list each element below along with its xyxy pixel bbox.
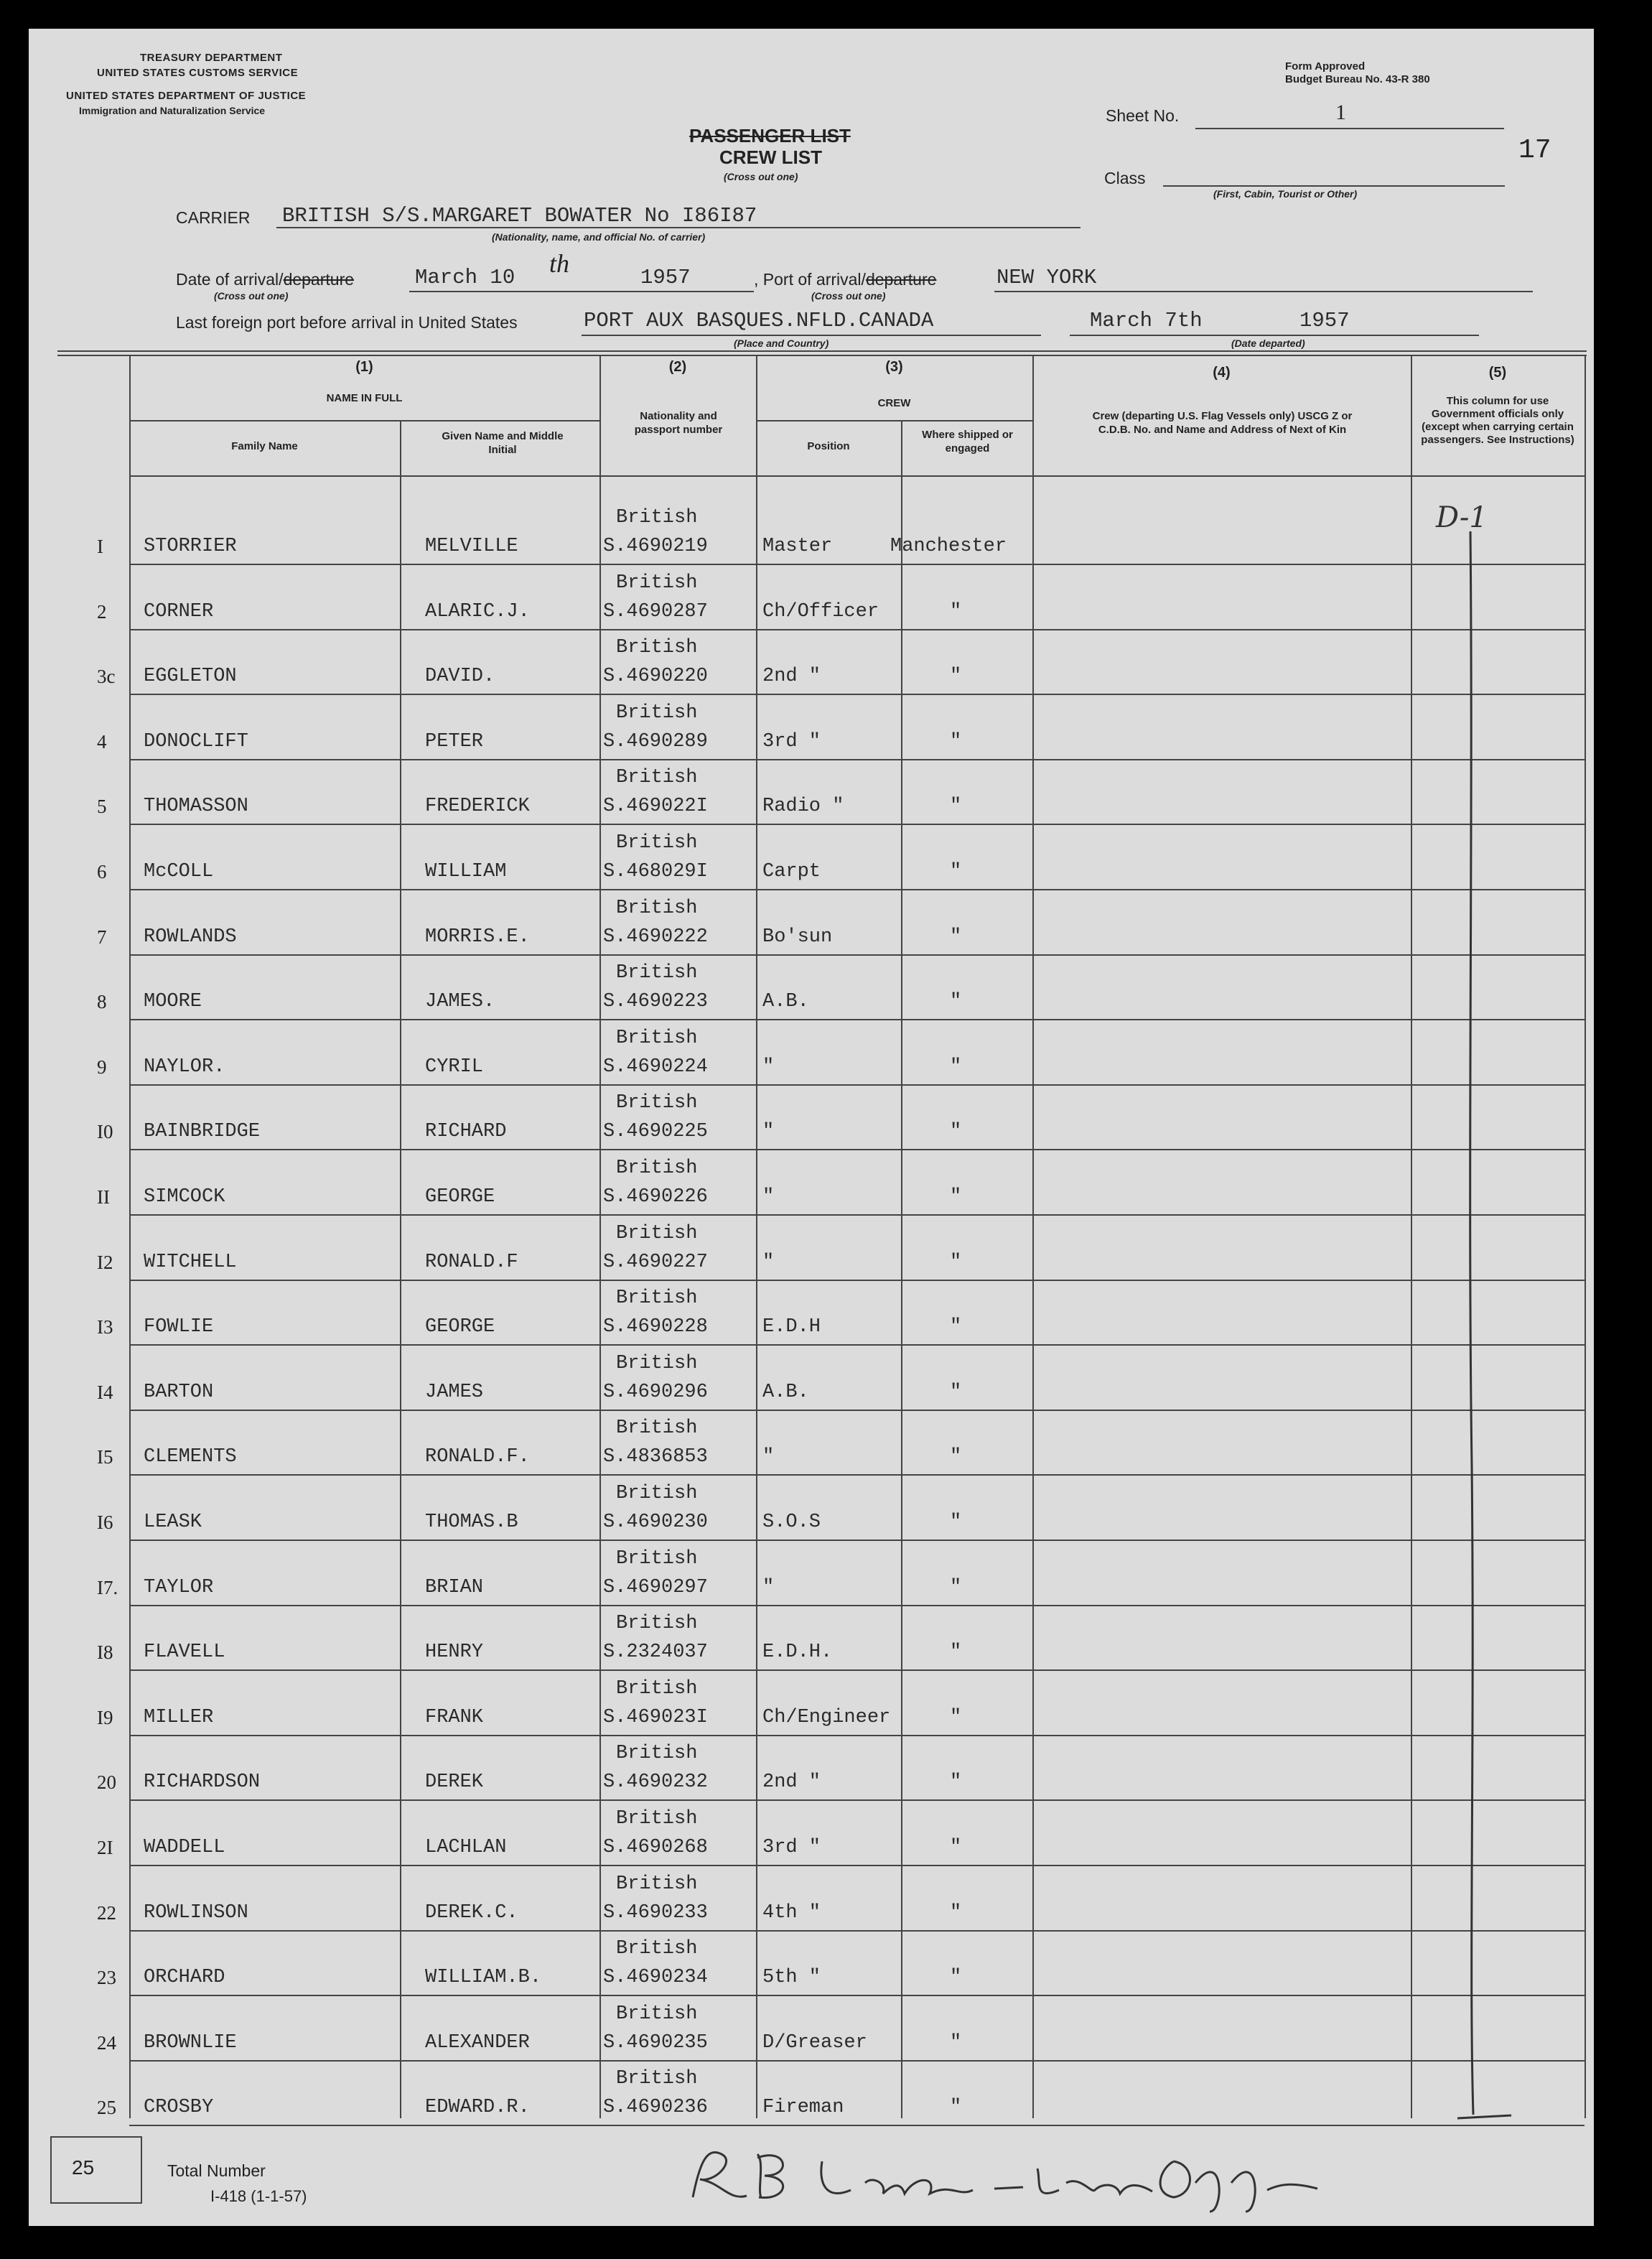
crew-position: " [762, 1186, 775, 1208]
total-number-value: 25 [72, 2156, 95, 2179]
shipped-at: " [950, 1901, 962, 1924]
passenger-list-title: PASSENGER LIST [689, 125, 851, 146]
family-name: WADDELL [144, 1837, 225, 1858]
row-divider [129, 1280, 1585, 1281]
shipped-at: " [950, 1186, 962, 1208]
row-number: 5 [97, 796, 107, 818]
crew-position: 2nd " [762, 666, 821, 688]
nationality: British [616, 1938, 698, 1960]
family-name: FLAVELL [144, 1641, 225, 1664]
given-name: DEREK [425, 1771, 484, 1794]
nationality: British [616, 1677, 698, 1700]
family-name: TAYLOR [144, 1576, 214, 1598]
row-divider [129, 1084, 1585, 1086]
family-name: RICHARDSON [144, 1771, 261, 1794]
row-number: I2 [97, 1251, 113, 1273]
form-number: I-418 (1-1-57) [210, 2187, 307, 2205]
shipped-at: " [950, 2097, 962, 2119]
date-arrival-label: Date of arrival/ [176, 270, 284, 289]
passport-number: S.4836853 [603, 1446, 708, 1468]
col3-number: (3) [885, 359, 903, 375]
family-name: McCOLL [144, 861, 214, 882]
given-name: THOMAS.B [425, 1512, 518, 1533]
crew-position: 4th " [762, 1901, 821, 1924]
signature [678, 2133, 1325, 2219]
given-name: CYRIL [425, 1056, 484, 1078]
row-number: I0 [97, 1121, 113, 1143]
row-divider [129, 1865, 1585, 1866]
crew-position: A.B. [762, 991, 809, 1013]
arrival-year: 1957 [640, 266, 691, 289]
form-approved-line-1: Form Approved [1285, 60, 1366, 73]
passport-number: S.4690296 [603, 1381, 708, 1403]
family-name: MOORE [144, 991, 202, 1013]
port-arrival-label: , Port of arrival/ [754, 270, 866, 289]
given-name: GEORGE [425, 1186, 495, 1208]
family-name: LEASK [144, 1512, 202, 1533]
shipped-at: Manchester [890, 536, 1007, 557]
row-divider [129, 1799, 1585, 1801]
given-name: FREDERICK [425, 796, 530, 818]
row-divider [129, 1930, 1585, 1932]
family-name: SIMCOCK [144, 1186, 225, 1208]
crew-position: " [762, 1576, 775, 1598]
row-divider [129, 824, 1585, 825]
passport-number: S.4690224 [603, 1056, 708, 1078]
nationality: British [616, 1092, 698, 1114]
nationality: British [616, 1287, 698, 1310]
shipped-at: " [950, 1771, 962, 1794]
crew-position: Radio " [762, 796, 844, 818]
row-number: I3 [97, 1316, 113, 1338]
passport-number: S.4690219 [603, 536, 708, 557]
given-name: DEREK.C. [425, 1901, 518, 1924]
port-departure-struck: departure [865, 270, 937, 289]
passport-number: S.4690236 [603, 2097, 708, 2119]
next-of-kin-header: Crew (departing U.S. Flag Vessels only) USCG Z or C.D.B. No. and Name and Address of Next of Kin [1092, 410, 1353, 436]
nationality: British [616, 702, 698, 724]
given-name: BRIAN [425, 1576, 484, 1598]
given-name: WILLIAM [425, 861, 507, 882]
nationality: British [616, 1352, 698, 1374]
given-name: HENRY [425, 1641, 484, 1664]
given-name: WILLIAM.B. [425, 1967, 542, 1989]
row-number: 23 [97, 1967, 116, 1989]
class-label: Class [1104, 169, 1146, 187]
crew-position: " [762, 1121, 775, 1143]
given-name: GEORGE [425, 1316, 495, 1338]
crew-position: A.B. [762, 1381, 809, 1403]
given-name: RICHARD [425, 1121, 507, 1143]
carrier-hint: (Nationality, name, and official No. of carrier) [492, 231, 706, 243]
row-divider [129, 1019, 1585, 1020]
sheet-value: 1 [1335, 101, 1346, 124]
shipped-at: " [950, 1576, 962, 1598]
nationality-header: Nationality and passport number [634, 410, 723, 436]
nationality: British [616, 1547, 698, 1570]
shipped-at: " [950, 796, 962, 818]
row-divider [129, 1344, 1585, 1346]
family-name: ORCHARD [144, 1967, 225, 1989]
passport-number: S.4690225 [603, 1121, 708, 1143]
crew-position: " [762, 1056, 775, 1078]
crew-list-title: CREW LIST [719, 146, 822, 168]
crew-position: " [762, 1251, 775, 1273]
passport-number: S.4690234 [603, 1967, 708, 1989]
carrier-value: BRITISH S/S.MARGARET BOWATER No I86I87 [282, 204, 757, 228]
row-divider [129, 1605, 1585, 1606]
nationality: British [616, 962, 698, 984]
passport-number: S.2324037 [603, 1641, 708, 1664]
family-name: ROWLINSON [144, 1901, 248, 1924]
shipped-at: " [950, 1706, 962, 1728]
row-divider [129, 954, 1585, 956]
given-name: PETER [425, 730, 484, 753]
crew-position: 2nd " [762, 1771, 821, 1794]
row-number: 2 [97, 600, 107, 623]
title-hint: (Cross out one) [724, 171, 798, 182]
passport-number: S.4690230 [603, 1512, 708, 1533]
row-number: 20 [97, 1771, 116, 1794]
nationality: British [616, 1158, 698, 1179]
family-name: THOMASSON [144, 796, 248, 818]
nationality: British [616, 1808, 698, 1830]
row-number: 22 [97, 1901, 116, 1924]
family-name: BARTON [144, 1381, 214, 1403]
family-name: BAINBRIDGE [144, 1121, 261, 1143]
nationality: British [616, 572, 698, 594]
last-port-date: March 7th [1090, 309, 1203, 332]
passport-number: S.469023I [603, 1706, 708, 1728]
passport-number: S.4690268 [603, 1837, 708, 1858]
class-hint: (First, Cabin, Tourist or Other) [1213, 188, 1358, 200]
family-name: EGGLETON [144, 666, 237, 688]
row-divider [129, 1214, 1585, 1216]
shipped-at: " [950, 1837, 962, 1858]
col1-title: NAME IN FULL [326, 392, 403, 404]
family-name: DONOCLIFT [144, 730, 248, 753]
agency-line-4: Immigration and Naturalization Service [79, 105, 266, 116]
sheet-label: Sheet No. [1106, 106, 1180, 125]
agency-line-1: TREASURY DEPARTMENT [140, 52, 283, 64]
crew-position: Bo'sun [762, 926, 833, 948]
nationality: British [616, 1417, 698, 1440]
row-divider [129, 1995, 1585, 1996]
nationality: British [616, 832, 698, 854]
shipped-at: " [950, 1316, 962, 1338]
crew-position: Carpt [762, 861, 821, 882]
shipped-at: " [950, 1641, 962, 1664]
nationality: British [616, 1027, 698, 1049]
row-divider [129, 694, 1585, 695]
officials-header: This column for use Government officials only (except when carrying certain passengers. See Instructions) [1421, 395, 1574, 446]
crew-position: E.D.H. [762, 1641, 833, 1664]
row-number: I7. [97, 1576, 118, 1598]
family-name: ROWLANDS [144, 926, 237, 948]
nationality: British [616, 2068, 698, 2090]
nationality: British [616, 2003, 698, 2025]
crew-position: " [762, 1446, 775, 1468]
crew-position: 3rd " [762, 730, 821, 753]
row-divider [129, 1410, 1585, 1411]
row-divider [129, 1149, 1585, 1150]
row-divider [129, 629, 1585, 630]
shipped-at: " [950, 926, 962, 948]
given-name: EDWARD.R. [425, 2097, 530, 2119]
agency-line-3: UNITED STATES DEPARTMENT OF JUSTICE [66, 90, 307, 102]
form-approved-line-2: Budget Bureau No. 43-R 380 [1285, 73, 1430, 85]
shipped-at: " [950, 666, 962, 688]
annotation-vertical-line [1457, 531, 1515, 2147]
crew-position: Ch/Engineer [762, 1706, 891, 1728]
shipped-at: " [950, 730, 962, 753]
row-divider [129, 1474, 1585, 1476]
shipped-at: " [950, 991, 962, 1013]
shipped-at: " [950, 1121, 962, 1143]
crew-header: CREW [877, 397, 911, 409]
crew-position: 3rd " [762, 1837, 821, 1858]
passport-number: S.4690287 [603, 600, 708, 623]
row-number: I9 [97, 1706, 113, 1728]
row-number: I4 [97, 1381, 113, 1403]
row-divider [129, 889, 1585, 890]
row-number: 24 [97, 2031, 116, 2054]
family-name: WITCHELL [144, 1251, 237, 1273]
family-name: CROSBY [144, 2097, 214, 2119]
shipped-at: " [950, 861, 962, 882]
family-name: STORRIER [144, 536, 237, 557]
row-number: 4 [97, 730, 107, 753]
passport-number: S.4690227 [603, 1251, 708, 1273]
row-number: I [97, 536, 103, 557]
row-divider [129, 1540, 1585, 1541]
given-name: MORRIS.E. [425, 926, 530, 948]
family-name: CORNER [144, 600, 214, 623]
last-port-place-hint: (Place and Country) [734, 337, 829, 349]
shipped-at: " [950, 1512, 962, 1533]
row-divider [129, 1669, 1585, 1671]
total-number-label: Total Number [167, 2161, 266, 2180]
given-name: DAVID. [425, 666, 495, 688]
given-name: RONALD.F [425, 1251, 518, 1273]
crew-list-form [29, 29, 1594, 2226]
passport-number: S.4690233 [603, 1901, 708, 1924]
row-number: I5 [97, 1446, 113, 1468]
date-cross-hint: (Cross out one) [214, 290, 289, 302]
shipped-at: " [950, 2031, 962, 2054]
nationality: British [616, 637, 698, 659]
shipped-at: " [950, 600, 962, 623]
row-number: 9 [97, 1056, 107, 1078]
total-number-box [50, 2136, 142, 2204]
shipped-at: " [950, 1967, 962, 1989]
crew-position: E.D.H [762, 1316, 821, 1338]
shipped-at: " [950, 1381, 962, 1403]
crew-position: D/Greaser [762, 2031, 867, 2054]
page-number: 17 [1518, 135, 1551, 166]
family-name: CLEMENTS [144, 1446, 237, 1468]
row-number: II [97, 1186, 110, 1208]
family-name-header: Family Name [231, 440, 298, 452]
passport-number: S.4690223 [603, 991, 708, 1013]
given-name: JAMES [425, 1381, 484, 1403]
given-name-header: Given Name and Middle Initial [442, 430, 564, 456]
carrier-label: CARRIER [176, 208, 251, 227]
family-name: NAYLOR. [144, 1056, 225, 1078]
nationality: British [616, 1613, 698, 1635]
row-number: 6 [97, 861, 107, 882]
passport-number: S.4690232 [603, 1771, 708, 1794]
last-port-value: PORT AUX BASQUES.NFLD.CANADA [584, 309, 934, 332]
row-number: I8 [97, 1641, 113, 1664]
crew-position: Master [762, 536, 833, 557]
row-divider [129, 2060, 1585, 2062]
shipped-at: " [950, 1251, 962, 1273]
date-departure-struck: departure [283, 270, 355, 289]
col5-number: (5) [1488, 365, 1507, 381]
nationality: British [616, 1222, 698, 1244]
given-name: LACHLAN [425, 1837, 507, 1858]
crew-position: 5th " [762, 1967, 821, 1989]
position-header: Position [807, 440, 850, 452]
port-value: NEW YORK [997, 266, 1097, 289]
passport-number: S.4690235 [603, 2031, 708, 2054]
nationality: British [616, 767, 698, 789]
row-number: 8 [97, 991, 107, 1013]
nationality: British [616, 1743, 698, 1765]
given-name: MELVILLE [425, 536, 518, 557]
passport-number: S.4690289 [603, 730, 708, 753]
nationality: British [616, 507, 698, 528]
family-name: BROWNLIE [144, 2031, 237, 2054]
row-divider [129, 759, 1585, 760]
agency-line-2: UNITED STATES CUSTOMS SERVICE [97, 67, 299, 79]
crew-position: S.O.S [762, 1512, 821, 1533]
given-name: FRANK [425, 1706, 484, 1728]
passport-number: S.4690222 [603, 926, 708, 948]
passport-number: S.4690228 [603, 1316, 708, 1338]
passport-number: S.4690297 [603, 1576, 708, 1598]
officials-annotation: D-1 [1436, 501, 1488, 534]
crew-position: Ch/Officer [762, 600, 879, 623]
row-number: 3c [97, 666, 116, 688]
nationality: British [616, 1483, 698, 1504]
row-divider [129, 564, 1585, 565]
row-number: 2I [97, 1837, 113, 1858]
col4-number: (4) [1213, 365, 1231, 381]
family-name: MILLER [144, 1706, 214, 1728]
row-divider [129, 2125, 1585, 2126]
shipped-header: Where shipped or engaged [922, 429, 1013, 455]
nationality: British [616, 1873, 698, 1895]
col1-number: (1) [355, 359, 373, 375]
given-name: ALARIC.J. [425, 600, 530, 623]
port-cross-hint: (Cross out one) [811, 290, 886, 302]
row-number: 25 [97, 2097, 116, 2119]
last-port-label: Last foreign port before arrival in United States [176, 313, 518, 332]
passport-number: S.469022I [603, 796, 708, 818]
given-name: JAMES. [425, 991, 495, 1013]
given-name: ALEXANDER [425, 2031, 530, 2054]
row-number: I6 [97, 1512, 113, 1533]
last-port-year: 1957 [1299, 309, 1350, 332]
given-name: RONALD.F. [425, 1446, 530, 1468]
passport-number: S.4690226 [603, 1186, 708, 1208]
passport-number: S.4690220 [603, 666, 708, 688]
crew-position: Fireman [762, 2097, 844, 2119]
nationality: British [616, 897, 698, 919]
arrival-date-value: March 10 [415, 266, 515, 289]
shipped-at: " [950, 1056, 962, 1078]
last-port-date-hint: (Date departed) [1231, 337, 1305, 349]
col2-number: (2) [668, 359, 687, 375]
shipped-at: " [950, 1446, 962, 1468]
family-name: FOWLIE [144, 1316, 214, 1338]
passport-number: S.468029I [603, 861, 708, 882]
row-number: 7 [97, 926, 107, 948]
arrival-date-suffix: th [549, 249, 570, 278]
row-divider [129, 1735, 1585, 1736]
